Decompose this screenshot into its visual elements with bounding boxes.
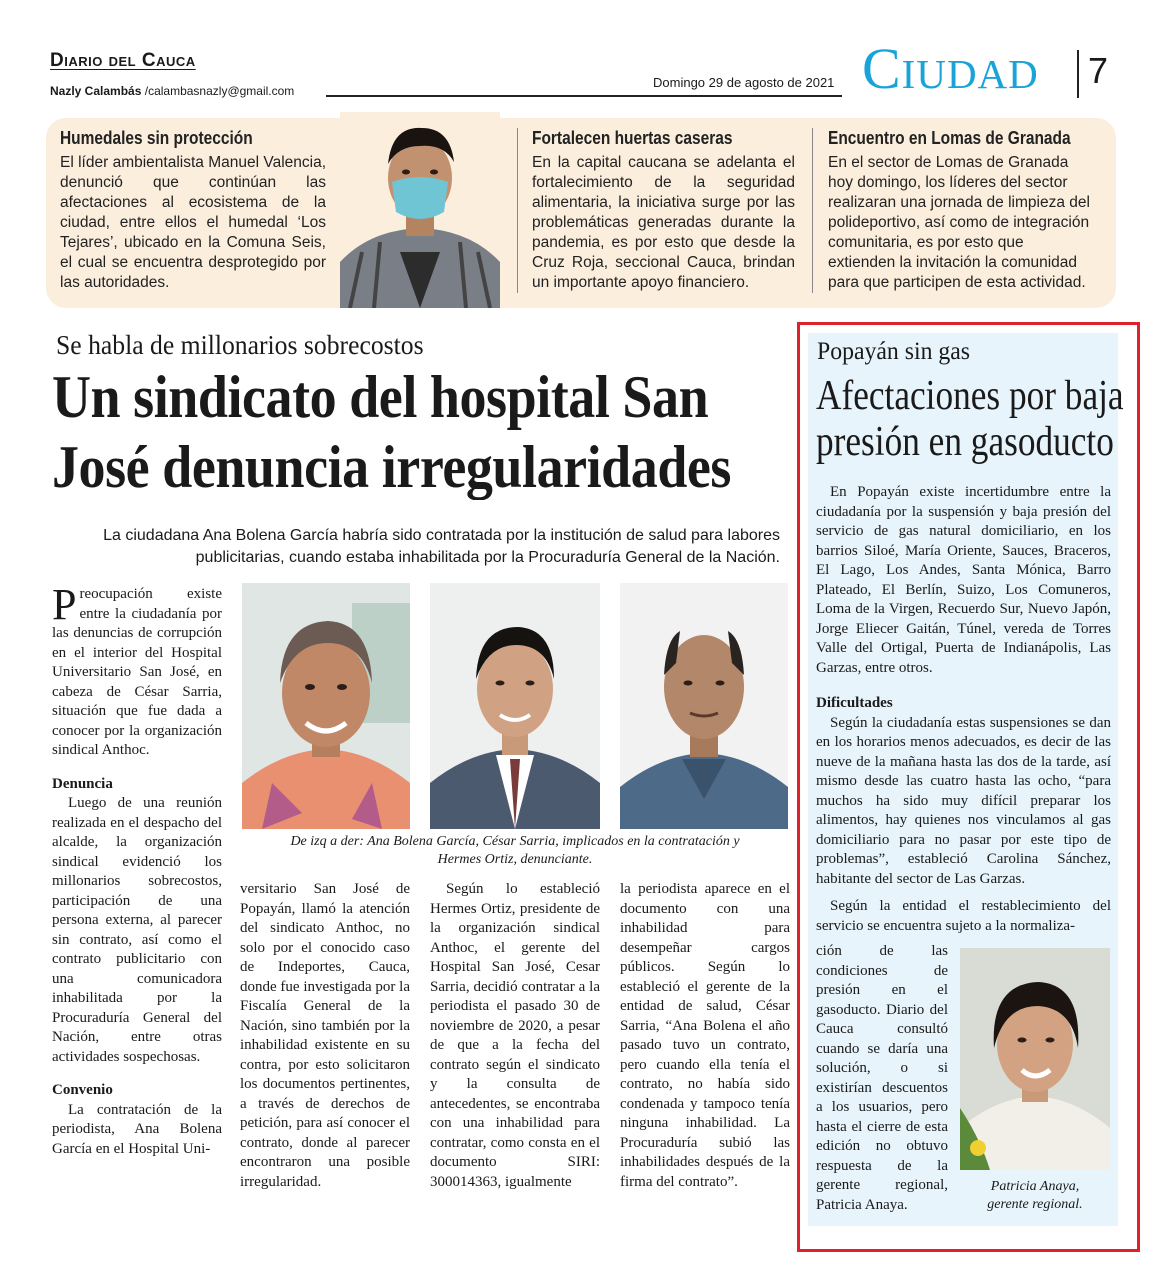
paragraph: La contratación de la periodista, Ana Bolena García en el Hospital Uni- — [52, 1101, 222, 1157]
brief-huertas — [532, 128, 795, 293]
brief-title: Fortalecen huertas caseras — [532, 128, 733, 148]
photo-ana-bolena-garcia — [242, 583, 410, 829]
brief-title: Humedales sin protección — [60, 128, 253, 148]
paragraph: la periodista aparece en el documento con una inhabilidad para desempeñar cargos públicos. Según lo estableció el gerente de la entidad de salud, César Sarria, “Ana Bolena el año pasado tuvo un contrato, pero cuando ella tenía el contrato, no había sido condenada y tampoco tenía ninguna inhabilidad. La Procuraduría subió las inhabilidades después de la firma del contrato”. — [620, 881, 790, 1190]
brief-title: Encuentro en Lomas de Granada — [828, 128, 1071, 148]
paragraph: Según la ciudadanía estas suspensiones se dan en los horarios menos adecuados, es decir de las nueve de la mañana hasta las dos de la tarde, así mismo desde las cuatro hasta las ocho, “para muchos ha sido muy difícil preparar los alimentos, hay quienes nos vinculamos al gas domiciliario para no pasar por este tipo de problemas”, estableció Carolina Sánchez, habitante del sector de Las Garzas. — [816, 714, 1111, 887]
article-headline — [52, 362, 731, 502]
sidebar-headline-line-2: presión en gasoducto — [816, 419, 1114, 465]
caption-line-2: Hermes Ortiz, denunciante. — [437, 852, 593, 867]
masthead: Diario del Cauca — [50, 50, 196, 71]
dropcap: P — [52, 580, 77, 629]
photo-hermes-ortiz — [620, 583, 788, 829]
author-email: /calambasnazly@gmail.com — [144, 84, 295, 98]
sidebar-body-wrap — [816, 942, 948, 1215]
headline-line-1: Un sindicato del hospital San — [52, 364, 709, 430]
article-column-2 — [240, 880, 410, 1192]
article-kicker: Se habla de millonarios sobrecostos — [56, 330, 424, 360]
paragraph: Según la entidad el restablecimiento del servicio se encuentra sujeto a la normaliza- — [816, 898, 1111, 934]
subheading-convenio: Convenio — [52, 1082, 113, 1098]
caption-line-2: gerente regional. — [987, 1197, 1083, 1212]
article-column-3 — [430, 880, 600, 1192]
brief-divider — [812, 128, 813, 293]
sidebar-photo-caption — [960, 1178, 1110, 1214]
caption-line-1: Patricia Anaya, — [990, 1179, 1080, 1194]
page-number: 7 — [1088, 50, 1109, 91]
sidebar-body — [816, 483, 1111, 936]
caption-line-1: De izq a der: Ana Bolena García, César Sarria, implicados en la contratación y — [290, 834, 740, 849]
paragraph: Según lo estableció Hermes Ortiz, presidente de la organización sindical Anthoc, el gerente del Hospital San José, Cesar Sarria, decidió contratar a la periodista el pasado 30 de noviembre de 2020, a pesar de que a la fecha del contrato según el sindicato y la consulta de antecedentes, se encontraba con una inhabilidad para contratar, como consta en el documento SIRI: 300014363, igualmente — [430, 881, 600, 1190]
photo-patricia-anaya — [960, 948, 1110, 1170]
subheading-dificultades: Dificultades — [816, 695, 893, 711]
sidebar-kicker: Popayán sin gas — [817, 338, 971, 365]
author-byline — [50, 84, 294, 98]
brief-text: El líder ambientalista Manuel Valencia, denunció que continúan las afectaciones al ecosistema de la ciudad, entre ellos el humedal ‘Los Tejares’, ubicado en la Comuna Seis, el cual se encuentra desprotegido por las autoridades. — [60, 154, 326, 291]
paragraph: ción de las condiciones de presión en el gasoducto. Diario del Cauca consultó cuando se daría una solución, o si existirían descuentos a los usuarios, pero hasta el cierre de esta edición no obtuvo respuesta de la gerente regional, Patricia Anaya. — [816, 943, 948, 1213]
man-in-suit-portrait — [430, 583, 600, 829]
subheading-denuncia: Denuncia — [52, 775, 113, 792]
brief-divider — [517, 128, 518, 293]
subhead-line-1: La ciudadana Ana Bolena García habría sido contratada por la institución de salud para labores — [103, 527, 780, 544]
article-lead-paragraph: Preocupación existe entre la ciudadanía por las denuncias de corrupción en el interior del Hospital Universitario San José, en cabeza de César Sarria, situación que fue dada a conocer por la organización sindical Anthoc. — [52, 580, 222, 758]
headline-line-2: José denuncia irregularidades — [52, 434, 731, 500]
photos-caption — [240, 833, 790, 869]
section-title: Ciudad — [862, 36, 1039, 101]
masked-man-illustration — [340, 112, 500, 308]
older-man-portrait — [620, 583, 788, 829]
article-column-4 — [620, 880, 790, 1192]
brief-humedales — [60, 128, 326, 293]
woman-smiling-portrait — [960, 948, 1110, 1170]
sidebar-headline-line-1: Afectaciones por baja — [816, 373, 1124, 419]
brief-text: En el sector de Lomas de Granada hoy domingo, los líderes del sector realizaran una jornada de limpieza del polideportivo, así como de integración comunitaria, es por esto que extienden la invitación la comunidad para que participen de esta actividad. — [828, 154, 1090, 291]
article-subhead — [60, 525, 780, 569]
header-rule — [326, 95, 842, 97]
subhead-line-2: publicitarias, cuando estaba inhabilitada por la Procuraduría General de la Nación. — [195, 549, 780, 566]
paragraph: En Popayán existe incertidumbre entre la ciudadanía por la suspensión y baja presión del servicio de gas natural domiciliario, en los barrios Siloé, María Oriente, Sauces, Braceros, El Lago, Los Andes, Santa Mónica, Barro Plateado, El Berlín, Suizo, Los Comuneros, Loma de la Virgen, Recuerdo Sur, Nuevo Japón, Jorge Eliecer Gaitán, Túnel, vereda de Torres Valle del Ortigal, Puerta de Indianápolis, Las Garzas, entre otros. — [816, 484, 1111, 676]
edition-date: Domingo 29 de agosto de 2021 — [653, 75, 835, 90]
paragraph: Luego de una reunión realizada en el despacho del alcalde, la organización sindical evidenció los millonarios sobrecostos, participación de una persona externa, al parecer sin contrato, así como el contrato publicitario con una comunicadora inhabilitada por la Procuraduría General del Nación, entre otras actividades sospechosas. — [52, 795, 222, 1065]
section-divider — [1077, 50, 1079, 98]
woman-portrait — [242, 583, 410, 829]
author-name: Nazly Calambás — [50, 84, 142, 98]
brief-lomas — [828, 128, 1095, 293]
brief-text: En la capital caucana se adelanta el fortalecimiento de la seguridad alimentaria, la iniciativa surge por las problemáticas generadas durante la pandemia, es por esto que desde la Cruz Roja, seccional Cauca, brindan un importante apoyo financiero. — [532, 154, 795, 291]
paragraph: versitario San José de Popayán, llamó la atención del sindicato Anthoc, no solo por el conocido caso de Indeportes, Cauca, donde fue investigada por la Fiscalía General de la Nación, sino también por la inhabilidad existente en su contra, por esto solicitaron los documentos pertinentes, a través de derechos de petición, para así conocer el contrato, donde al parecer encontraron una posible irregularidad. — [240, 881, 410, 1190]
photo-cesar-sarria — [430, 583, 600, 829]
brief-photo-masked-man — [340, 112, 500, 308]
sidebar-headline — [816, 373, 1124, 465]
article-column-1 — [52, 580, 222, 1159]
